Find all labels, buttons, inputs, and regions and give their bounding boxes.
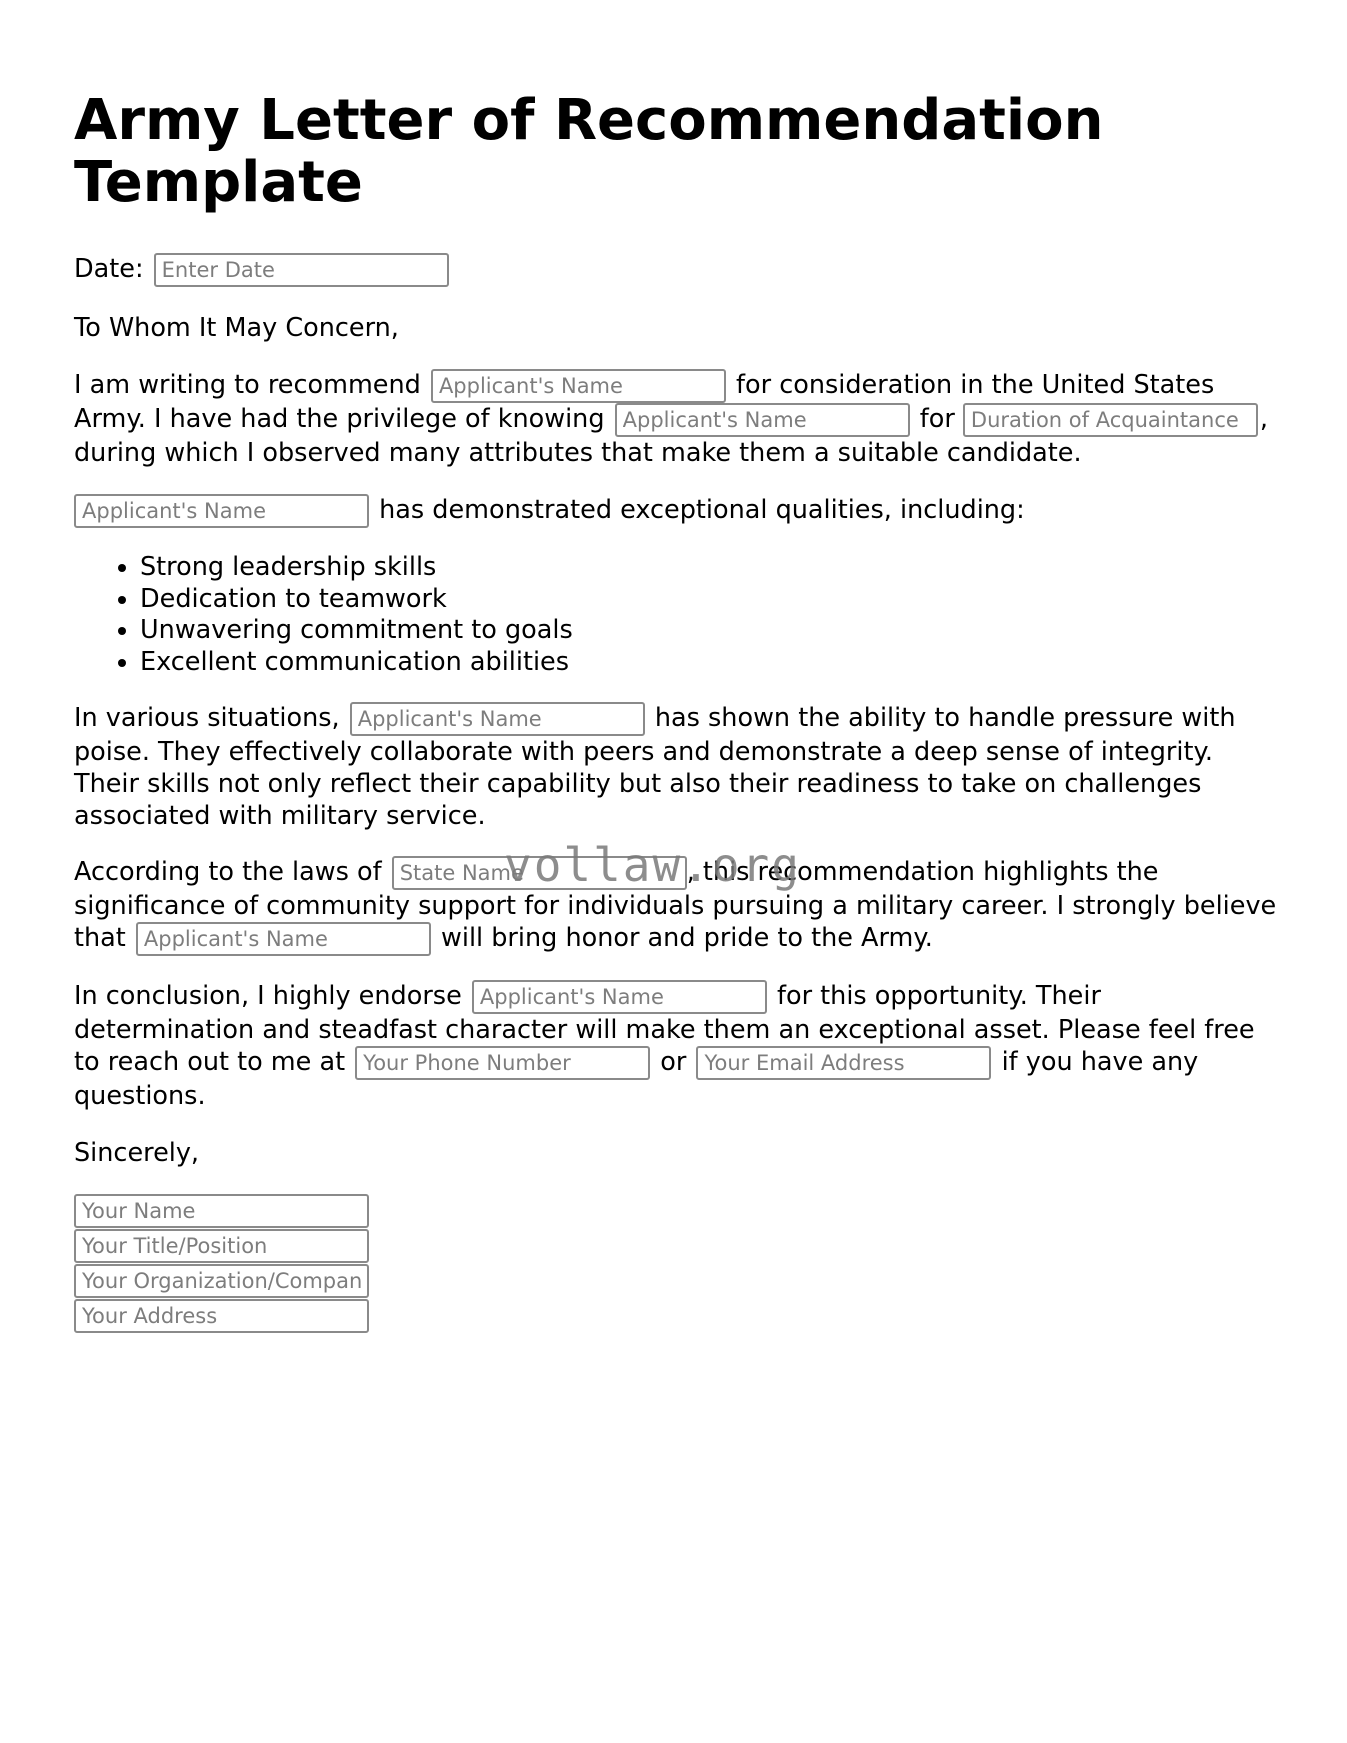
page-title: Army Letter of Recommendation Template [74,88,1104,215]
conclusion-text-1: In conclusion, I highly endorse [74,981,462,1011]
your-name-input[interactable] [74,1194,369,1228]
applicant-name-input-1[interactable] [431,369,726,403]
letter-page [74,90,1284,1334]
qualities-intro [74,493,1284,528]
phone-input[interactable] [355,1046,650,1080]
conclusion-text-3: or [660,1047,687,1077]
conclusion-text-4: if you have any questions. [74,1047,1199,1111]
conclusion-text-2: for this opportunity. Their determination and steadfast character will make them an exceptional asset. Please feel free to reach out to me at [74,981,1255,1077]
intro-text-1: I am writing to recommend [74,370,421,400]
laws-text-1: According to the laws of [74,857,382,887]
situations-text-1: In various situations, [74,703,340,733]
your-organization-input[interactable] [74,1264,369,1298]
intro-text-2: for consideration in the United States Army. I have had the privilege of knowing [74,370,1215,434]
applicant-name-input-6[interactable] [472,980,767,1014]
list-item: • Strong leadership skills [140,552,1284,584]
situations-paragraph [74,702,1284,832]
intro-text-4: , during which I observed many attributes that make them a suitable candidate. [74,404,1269,468]
salutation: To Whom It May Concern, [74,313,399,343]
applicant-name-input-3[interactable] [74,494,369,528]
date-label: Date: [74,254,144,284]
date-input[interactable] [154,253,449,287]
qualities-list [74,552,1284,678]
qualities-intro-text: has demonstrated exceptional qualities, including: [379,495,1025,525]
email-input[interactable] [696,1046,991,1080]
list-item: • Unwavering commitment to goals [140,615,1284,647]
date-line [74,252,1284,287]
intro-text-3: for [919,404,955,434]
applicant-name-input-2[interactable] [615,403,910,437]
duration-input[interactable] [963,403,1258,437]
laws-text-2: , this recommendation highlights the significance of community support for individuals pursuing a military career. I strongly believe that [74,857,1277,953]
applicant-name-input-5[interactable] [136,922,431,956]
intro-paragraph [74,369,1284,469]
applicant-name-input-4[interactable] [350,702,645,736]
your-address-input[interactable] [74,1299,369,1333]
list-item: • Dedication to teamwork [140,584,1284,616]
list-item: • Excellent communication abilities [140,647,1284,679]
situations-text-2: has shown the ability to handle pressure with poise. They effectively collaborate with peers and demonstrate a deep sense of integrity. Their skills not only reflect their capability but also their readiness to take on challenges associated with military service. [74,703,1236,831]
conclusion-paragraph [74,980,1284,1112]
watermark: vollaw.org [504,838,801,892]
laws-text-3: will bring honor and pride to the Army. [441,923,933,953]
signature-block [74,1194,1284,1333]
closing: Sincerely, [74,1138,200,1168]
your-title-input[interactable] [74,1229,369,1263]
